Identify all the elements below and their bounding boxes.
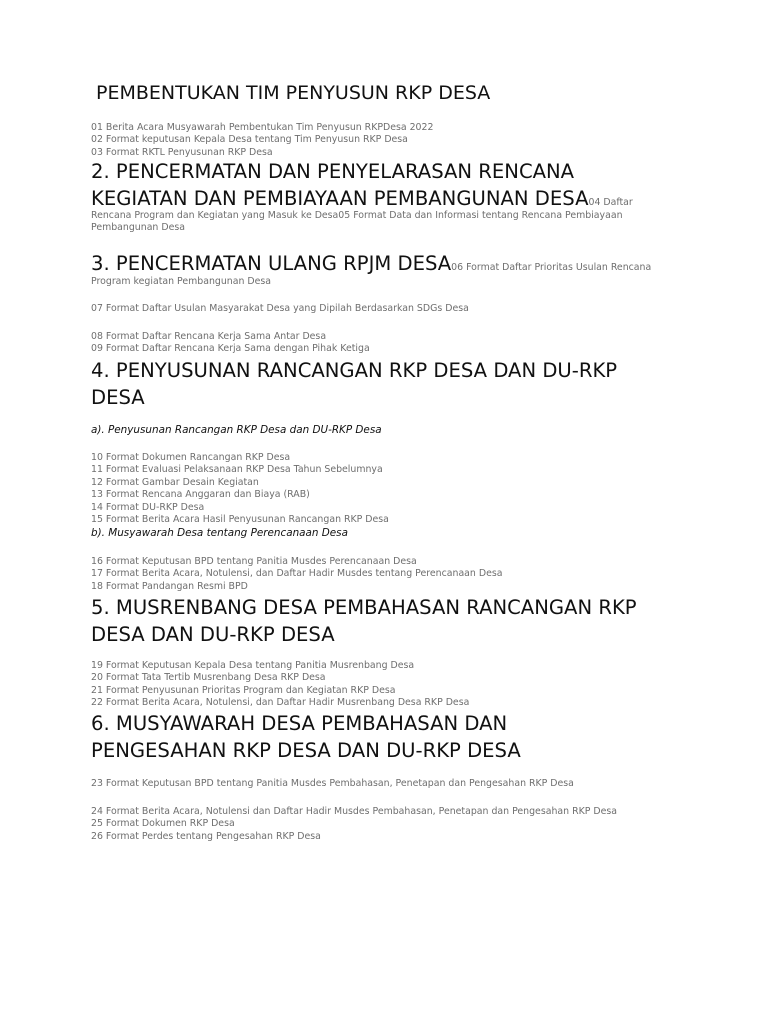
list-item: 25 Format Dokumen RKP Desa — [91, 818, 235, 830]
list-item: 18 Format Pandangan Resmi BPD — [91, 580, 248, 592]
list-item: 11 Format Evaluasi Pelaksanaan RKP Desa Tahun Sebelumnya — [91, 464, 383, 476]
subsection-b-list — [91, 556, 502, 593]
list-item: Pembangunan Desa — [91, 222, 185, 234]
section-2-heading — [91, 158, 633, 216]
section-5-heading-line1: 5. MUSRENBANG DESA PEMBAHASAN RANCANGAN RKP — [91, 596, 637, 619]
section-6-heading-line2: PENGESAHAN RKP DESA DAN DU-RKP DESA — [91, 739, 521, 762]
section-2-heading-line2: KEGIATAN DAN PEMBIAYAAN PEMBANGUNAN DESA — [91, 187, 589, 210]
list-item: Program kegiatan Pembangunan Desa — [91, 276, 272, 287]
section-6-list — [91, 806, 617, 843]
list-item: 03 Format RKTL Penyusunan RKP Desa — [91, 146, 273, 158]
list-item: 16 Format Keputusan BPD tentang Panitia Musdes Perencanaan Desa — [91, 556, 417, 567]
section-4-heading-line2: DESA — [91, 386, 145, 409]
list-item: 26 Format Perdes tentang Pengesahan RKP Desa — [91, 830, 321, 842]
section-5-heading — [91, 594, 637, 648]
list-item: 12 Format Gambar Desain Kegiatan — [91, 476, 259, 488]
list-item: 08 Format Daftar Rencana Kerja Sama Antar Desa — [91, 331, 327, 342]
list-item: 23 Format Keputusan BPD tentang Panitia Musdes Pembahasan, Penetapan dan Pengesahan RKP Desa — [91, 778, 574, 789]
section-2-heading-line1: 2. PENCERMATAN DAN PENYELARASAN RENCANA — [91, 160, 575, 183]
list-item: 22 Format Berita Acara, Notulensi, dan Daftar Hadir Musrenbang Desa RKP Desa — [91, 697, 470, 709]
section-3-tail: 06 Format Daftar Prioritas Usulan Rencana — [451, 262, 652, 273]
subsection-b-title: b). Musyawarah Desa tentang Perencanaan Desa — [91, 527, 348, 539]
intro-list — [91, 122, 433, 159]
section-3-list — [91, 331, 370, 356]
list-item: 02 Format keputusan Kepala Desa tentang Tim Penyusun RKP Desa — [91, 134, 408, 146]
list-item: Rencana Program dan Kegiatan yang Masuk ke Desa05 Format Data dan Informasi tentang Rencana Pembiayaan — [91, 210, 623, 221]
subsection-a-list — [91, 452, 389, 526]
list-item: 24 Format Berita Acara, Notulensi dan Daftar Hadir Musdes Pembahasan, Penetapan dan Pengesahan RKP Desa — [91, 806, 617, 817]
section-6-heading — [91, 710, 521, 764]
section-2-continuation — [91, 210, 623, 235]
section-5-heading-line2: DESA DAN DU-RKP DESA — [91, 623, 335, 646]
list-item: 20 Format Tata Tertib Musrenbang Desa RKP Desa — [91, 672, 326, 684]
list-item: 07 Format Daftar Usulan Masyarakat Desa yang Dipilah Berdasarkan SDGs Desa — [91, 303, 469, 314]
section-6-heading-line1: 6. MUSYAWARAH DESA PEMBAHASAN DAN — [91, 712, 508, 735]
section-4-heading-line1: 4. PENYUSUNAN RANCANGAN RKP DESA DAN DU-RKP — [91, 359, 618, 382]
list-item: 21 Format Penyusunan Prioritas Program dan Kegiatan RKP Desa — [91, 684, 396, 696]
list-item: 15 Format Berita Acara Hasil Penyusunan Rancangan RKP Desa — [91, 514, 389, 526]
list-item: 19 Format Keputusan Kepala Desa tentang Panitia Musrenbang Desa — [91, 660, 415, 671]
list-item: 09 Format Daftar Rencana Kerja Sama dengan Pihak Ketiga — [91, 343, 370, 355]
subsection-a-title: a). Penyusunan Rancangan RKP Desa dan DU-RKP Desa — [91, 424, 382, 436]
list-item: 17 Format Berita Acara, Notulensi, dan Daftar Hadir Musdes tentang Perencanaan Desa — [91, 568, 503, 580]
main-title: PEMBENTUKAN TIM PENYUSUN RKP DESA — [96, 82, 491, 104]
list-item: 14 Format DU-RKP Desa — [91, 501, 205, 513]
section-2-tail: 04 Daftar — [588, 197, 633, 208]
section-3-heading-text: 3. PENCERMATAN ULANG RPJM DESA — [91, 252, 452, 275]
list-item: 01 Berita Acara Musyawarah Pembentukan Tim Penyusun RKPDesa 2022 — [91, 122, 434, 133]
section-4-heading — [91, 357, 617, 411]
list-item: 10 Format Dokumen Rancangan RKP Desa — [91, 452, 291, 463]
section-5-list — [91, 660, 469, 710]
list-item: 13 Format Rencana Anggaran dan Biaya (RAB) — [91, 489, 310, 501]
